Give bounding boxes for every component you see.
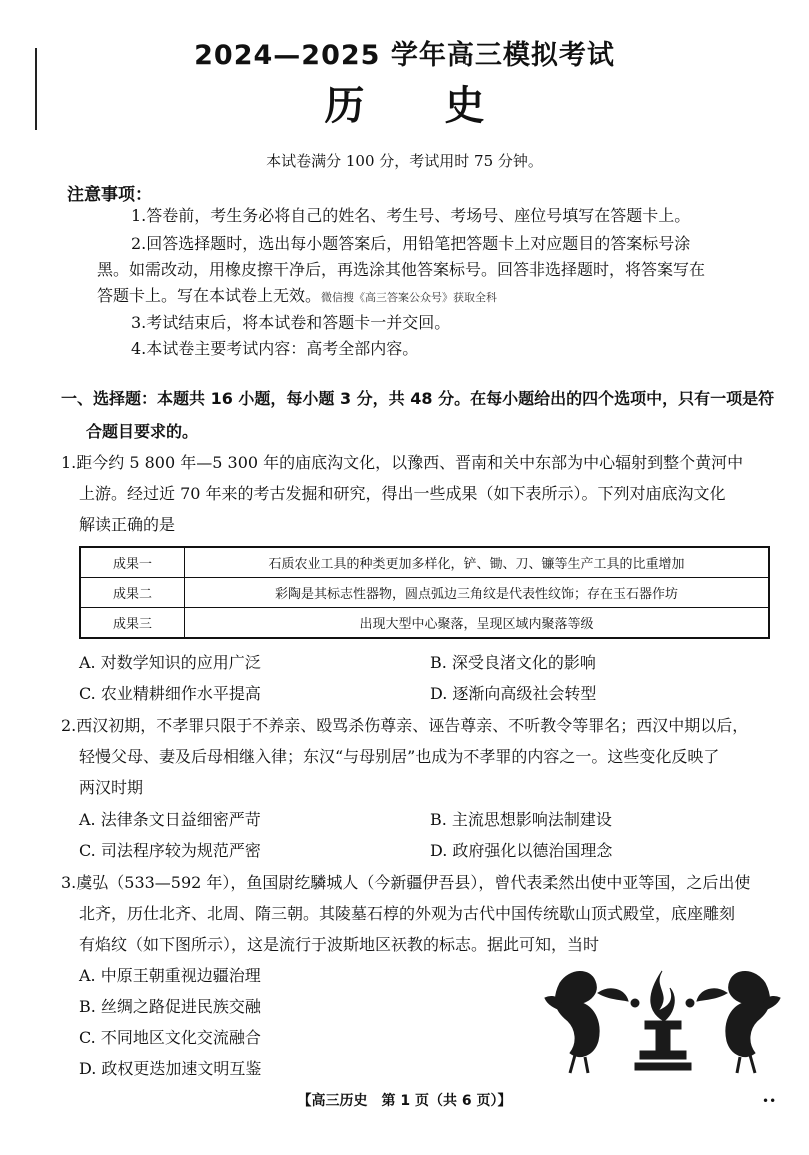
q2-line-3: 两汉时期 [79, 778, 144, 797]
fire-altar-relief-image [540, 963, 785, 1078]
table-row [80, 547, 769, 578]
exam-title: 2024—2025 学年高三模拟考试 [194, 40, 615, 71]
table-content: 出现大型中心聚落，呈现区域内聚落等级 [185, 608, 770, 639]
q3-option-b[interactable]: B. 丝绸之路促进民族交融 [79, 997, 261, 1016]
q3-option-a[interactable]: A. 中原王朝重视边疆治理 [79, 966, 261, 985]
notice-item-2-text: 答题卡上。写在本试卷上无效。 [97, 286, 322, 305]
q2-option-b[interactable]: B. 主流思想影响法制建设 [430, 810, 612, 829]
section-1-line-2: 合题目要求的。 [86, 422, 199, 441]
q3-option-d[interactable]: D. 政权更迭加速文明互鉴 [79, 1059, 262, 1078]
notice-item-1: 1.答卷前，考生务必将自己的姓名、考生号、考场号、座位号填写在答题卡上。 [131, 206, 691, 225]
notice-item-3: 3.考试结束后，将本试卷和答题卡一并交回。 [131, 313, 451, 332]
q3-line-1: 3.虞弘（533—592 年），鱼国尉纥驎城人（今新疆伊吾县），曾代表柔然出使中亚等国，之后出使 [61, 873, 751, 892]
q2-option-d[interactable]: D. 政府强化以德治国理念 [430, 841, 613, 860]
q1-option-d[interactable]: D. 逐渐向高级社会转型 [430, 684, 597, 703]
table-content: 彩陶是其标志性器物，圆点弧边三角纹是代表性纹饰；存在玉石器作坊 [185, 578, 770, 608]
q1-option-b[interactable]: B. 深受良渚文化的影响 [430, 653, 596, 672]
notice-item-2-line-3 [97, 283, 497, 311]
q3-line-3: 有焰纹（如下图所示），这是流行于波斯地区祆教的标志。据此可知，当时 [79, 935, 600, 954]
notice-title: 注意事项： [67, 185, 152, 205]
notice-item-2-line-2: 黑。如需改动，用橡皮擦干净后，再选涂其他答案标号。回答非选择题时，将答案写在 [97, 260, 706, 279]
exam-info: 本试卷满分 100 分，考试用时 75 分钟。 [266, 152, 543, 170]
q1-results-table [79, 546, 770, 639]
watermark-text: 微信搜《高三答案公众号》获取全科 [321, 291, 498, 304]
table-label: 成果二 [80, 578, 185, 608]
page-footer: 【高三历史 第 1 页（共 6 页）】 [297, 1093, 512, 1109]
section-1-line-1: 一、选择题：本题共 16 小题，每小题 3 分，共 48 分。在每小题给出的四个选项中，只有一项是符 [61, 389, 775, 408]
notice-item-4: 4.本试卷主要考试内容：高考全部内容。 [131, 339, 419, 358]
q3-line-2: 北齐，历仕北齐、北周、隋三朝。其陵墓石椁的外观为古代中国传统歇山顶式殿堂，底座雕刻 [79, 904, 736, 923]
q2-option-c[interactable]: C. 司法程序较为规范严密 [79, 841, 261, 860]
table-row [80, 608, 769, 639]
q2-option-a[interactable]: A. 法律条文日益细密严苛 [79, 810, 261, 829]
q1-line-2: 上游。经过近 70 年来的考古发掘和研究，得出一些成果（如下表所示）。下列对庙底沟文化 [79, 484, 726, 503]
table-row [80, 578, 769, 608]
q1-option-c[interactable]: C. 农业精耕细作水平提高 [79, 684, 261, 703]
q1-line-3: 解读正确的是 [79, 515, 176, 534]
corner-mark: •• [762, 1094, 777, 1108]
q3-option-c[interactable]: C. 不同地区文化交流融合 [79, 1028, 261, 1047]
notice-item-2-line-1: 2.回答选择题时，选出每小题答案后，用铅笔把答题卡上对应题目的答案标号涂 [131, 234, 691, 253]
subject-title: 历 史 [324, 83, 485, 129]
q1-line-1: 1.距今约 5 800 年—5 300 年的庙底沟文化，以豫西、晋南和关中东部为中心辐射到整个黄河中 [61, 453, 744, 472]
table-content: 石质农业工具的种类更加多样化，铲、锄、刀、镰等生产工具的比重增加 [185, 547, 770, 578]
q2-line-1: 2.西汉初期，不孝罪只限于不养亲、殴骂杀伤尊亲、诬告尊亲、不听教令等罪名；西汉中期以后， [61, 716, 749, 735]
table-label: 成果一 [80, 547, 185, 578]
table-label: 成果三 [80, 608, 185, 639]
q2-line-2: 轻慢父母、妻及后母相继入律；东汉“与母别居”也成为不孝罪的内容之一。这些变化反映了 [79, 747, 720, 766]
q1-option-a[interactable]: A. 对数学知识的应用广泛 [79, 653, 261, 672]
